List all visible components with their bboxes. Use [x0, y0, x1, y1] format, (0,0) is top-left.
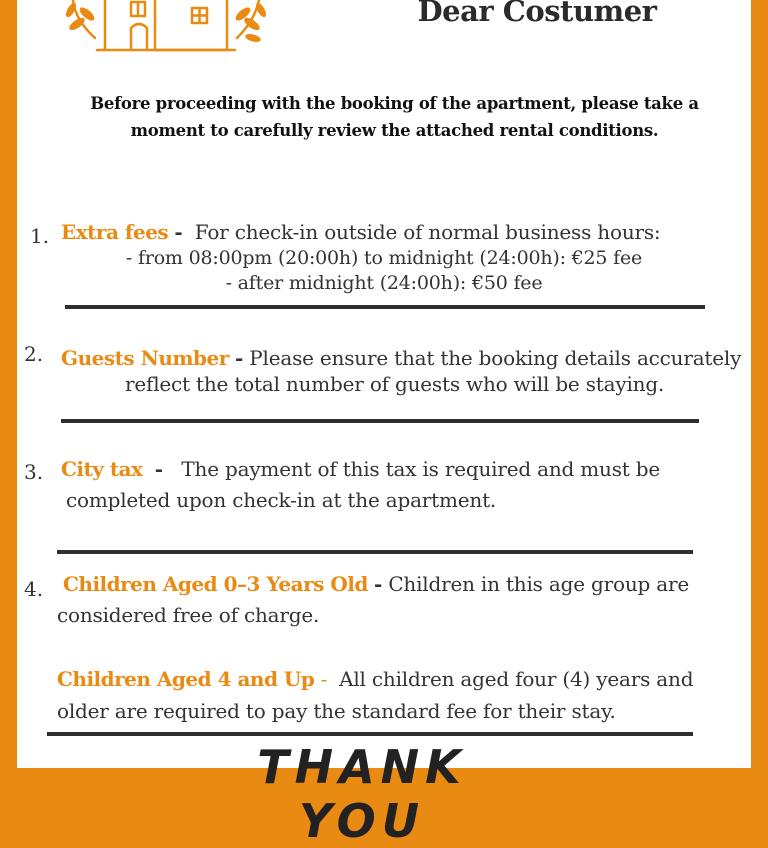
section-3-dash: -: [154, 457, 163, 481]
section-3: [61, 454, 751, 516]
conditions-page: [17, 0, 751, 848]
intro-text: Before proceeding with the booking of the apartment, please take a moment to carefully review the attached rental conditions.: [90, 94, 699, 140]
section-2-label: Guests Number: [61, 346, 229, 370]
section-4-number: 4.: [24, 577, 44, 601]
thank-you-footer: THANK YOU: [257, 740, 467, 848]
divider: [65, 305, 705, 309]
section-4-text: Children in this age group are: [388, 572, 689, 596]
section-2: [61, 345, 751, 397]
section-4b-text: All children aged four (4) years and: [339, 667, 694, 691]
section-1: [61, 219, 751, 245]
section-4b-text-line2: older are required to pay the standard fee for their stay.: [57, 699, 616, 723]
section-1-detail-line: - from 08:00pm (20:00h) to midnight (24:00h): €25 fee: [125, 247, 643, 269]
section-1-number: 1.: [30, 224, 50, 248]
section-2-text: Please ensure that the booking details accurately: [249, 346, 742, 370]
house-with-leaves-icon: [47, 0, 267, 56]
section-1-label: Extra fees: [61, 220, 169, 244]
section-4: [57, 569, 747, 631]
section-4-text-line2: considered free of charge.: [57, 603, 320, 627]
section-4-label: Children Aged 0–3 Years Old: [63, 572, 368, 596]
page-title: Dear Costumer: [417, 0, 657, 28]
section-3-text-line2: completed upon check-in at the apartment.: [66, 488, 497, 512]
section-1-detail-line: - after midnight (24:00h): €50 fee: [225, 272, 543, 294]
divider: [47, 732, 693, 736]
section-4b-label: Children Aged 4 and Up: [57, 667, 315, 691]
section-4b-dash: -: [320, 667, 327, 691]
section-2-number: 2.: [24, 342, 44, 366]
section-3-number: 3.: [24, 460, 44, 484]
divider: [57, 550, 693, 554]
section-1-dash: -: [174, 220, 183, 244]
section-1-text: For check-in outside of normal business hours:: [194, 220, 661, 244]
divider: [61, 419, 699, 423]
section-4-dash: -: [374, 572, 383, 596]
section-2-dash: -: [234, 346, 244, 370]
section-2-text-line2: reflect the total number of guests who will be staying.: [125, 372, 665, 396]
section-1-details: [17, 246, 751, 296]
section-3-text: The payment of this tax is required and must be: [181, 457, 660, 481]
section-4b: [57, 663, 747, 727]
section-3-label: City tax: [61, 457, 143, 481]
